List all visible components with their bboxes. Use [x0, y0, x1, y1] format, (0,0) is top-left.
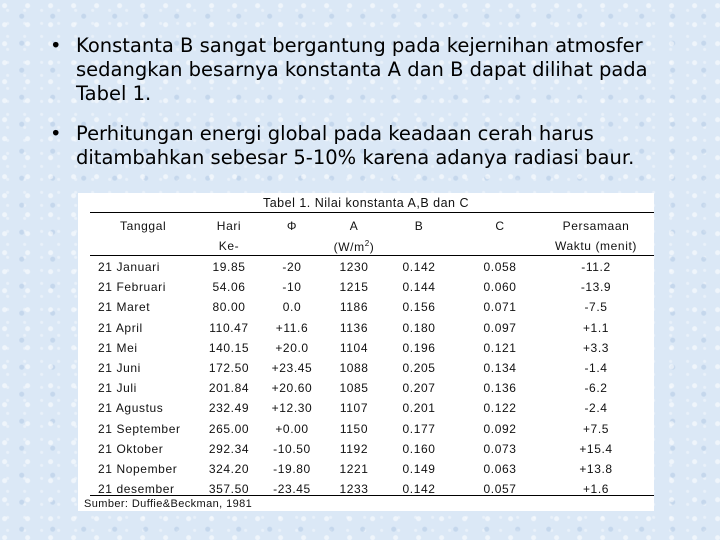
bullet-item — [50, 122, 690, 170]
row-a-cell: 1136 — [339, 320, 369, 335]
table-header-rule — [90, 255, 654, 256]
row-b-cell: 0.207 — [402, 381, 436, 396]
row-day-cell: 357.50 — [208, 482, 250, 497]
row-c-cell: 0.097 — [483, 320, 517, 335]
row-phi-cell: +12.30 — [271, 401, 313, 416]
row-c-cell: 0.057 — [483, 482, 517, 497]
row-day-cell: 172.50 — [208, 361, 250, 375]
row-date-cell: 21 April — [98, 320, 143, 335]
header-tanggal: Tanggal — [120, 219, 167, 233]
row-date-cell: 21 Maret — [98, 300, 151, 315]
row-day-cell: 324.20 — [208, 462, 250, 476]
header-waktu: Waktu (menit) — [554, 239, 638, 253]
header-c: C — [495, 219, 505, 233]
row-c-cell: 0.073 — [483, 441, 517, 456]
row-date-cell: 21 Juni — [98, 361, 141, 375]
row-phi-cell: +20.60 — [271, 381, 313, 396]
row-c-cell: 0.092 — [483, 421, 517, 436]
row-equation-cell: -7.5 — [584, 300, 608, 315]
bullet-item — [50, 34, 690, 106]
header-hari: Hari — [216, 219, 242, 233]
row-phi-cell: +11.6 — [275, 320, 309, 335]
row-date-cell: 21 Nopember — [98, 462, 178, 476]
row-day-cell: 232.49 — [208, 401, 250, 416]
row-c-cell: 0.063 — [483, 462, 517, 476]
table-bottom-rule — [90, 495, 654, 496]
row-day-cell: 140.15 — [208, 340, 250, 355]
row-equation-cell: +13.8 — [579, 462, 613, 476]
row-phi-cell: +0.00 — [275, 421, 309, 436]
row-c-cell: 0.071 — [483, 300, 517, 315]
header-hari-ke: Ke- — [218, 239, 240, 253]
row-b-cell: 0.142 — [402, 260, 436, 274]
row-c-cell: 0.134 — [483, 361, 517, 375]
row-b-cell: 0.142 — [402, 482, 436, 497]
row-a-cell: 1150 — [339, 421, 369, 436]
row-phi-cell: +20.0 — [275, 340, 309, 355]
row-b-cell: 0.160 — [402, 441, 436, 456]
row-c-cell: 0.121 — [483, 340, 517, 355]
row-b-cell: 0.156 — [402, 300, 436, 315]
row-equation-cell: +3.3 — [582, 340, 610, 355]
constants-table — [78, 193, 654, 511]
table-title: Tabel 1. Nilai konstanta A,B dan C — [262, 196, 469, 210]
row-a-cell: 1230 — [339, 260, 369, 274]
row-b-cell: 0.149 — [402, 462, 436, 476]
row-equation-cell: -6.2 — [584, 381, 608, 396]
row-b-cell: 0.180 — [402, 320, 436, 335]
row-equation-cell: -11.2 — [581, 260, 611, 274]
row-equation-cell: +7.5 — [582, 421, 610, 436]
row-day-cell: 19.85 — [212, 260, 246, 274]
row-phi-cell: 0.0 — [282, 300, 302, 315]
row-a-cell: 1104 — [339, 340, 369, 355]
row-a-cell: 1107 — [339, 401, 369, 416]
header-b: B — [414, 219, 424, 233]
row-b-cell: 0.201 — [402, 401, 436, 416]
row-phi-cell: -10 — [282, 280, 302, 295]
row-day-cell: 292.34 — [208, 441, 250, 456]
bullet-text: Konstanta B sangat bergantung pada kejernihan atmosfer sedangkan besarnya konstanta A dan B dapat dilihat pada Tabel 1. — [76, 34, 648, 105]
header-a-unit: $(W/m^2)$ — [333, 239, 375, 254]
header-persamaan: Persamaan — [562, 219, 630, 233]
row-date-cell: 21 Februari — [98, 280, 166, 295]
row-equation-cell: +1.1 — [582, 320, 610, 335]
row-c-cell: 0.060 — [483, 280, 517, 295]
row-b-cell: 0.177 — [402, 421, 436, 436]
bullet-text: Perhitungan energi global pada keadaan cerah harus ditambahkan sebesar 5-10% karena adanya radiasi baur. — [76, 122, 635, 169]
row-a-cell: 1215 — [339, 280, 369, 295]
row-equation-cell: +1.6 — [582, 482, 610, 497]
row-phi-cell: -19.80 — [273, 462, 311, 476]
row-date-cell: 21 Oktober — [98, 441, 164, 456]
table-source: Sumber: Duffie&Beckman, 1981 — [84, 498, 253, 510]
row-equation-cell: -1.4 — [584, 361, 608, 375]
row-date-cell: 21 Juli — [98, 381, 137, 396]
row-day-cell: 54.06 — [212, 280, 246, 295]
row-c-cell: 0.122 — [483, 401, 517, 416]
table-top-rule — [90, 212, 654, 213]
row-b-cell: 0.205 — [402, 361, 436, 375]
row-b-cell: 0.144 — [402, 280, 436, 295]
row-phi-cell: -10.50 — [273, 441, 311, 456]
row-date-cell: 21 September — [98, 421, 181, 436]
row-c-cell: 0.058 — [483, 260, 517, 274]
row-day-cell: 110.47 — [209, 320, 249, 335]
row-day-cell: 265.00 — [208, 421, 250, 436]
row-phi-cell: -23.45 — [273, 482, 311, 497]
row-equation-cell: -2.4 — [584, 401, 608, 416]
row-equation-cell: +15.4 — [579, 441, 613, 456]
row-a-cell: 1088 — [339, 361, 369, 375]
row-a-cell: 1192 — [339, 441, 369, 456]
bullet-marker: • — [50, 34, 62, 57]
header-phi: Φ — [286, 219, 298, 233]
row-date-cell: 21 Januari — [98, 260, 161, 274]
row-b-cell: 0.196 — [402, 340, 436, 355]
row-phi-cell: -20 — [282, 260, 302, 274]
row-a-cell: 1221 — [339, 462, 369, 476]
row-c-cell: 0.136 — [483, 381, 517, 396]
bullet-marker: • — [50, 122, 62, 145]
bullet-list — [50, 34, 690, 186]
row-equation-cell: -13.9 — [580, 280, 612, 295]
row-phi-cell: +23.45 — [271, 361, 313, 375]
row-day-cell: 80.00 — [212, 300, 246, 315]
row-date-cell: 21 Mei — [98, 340, 138, 355]
row-a-cell: 1233 — [339, 482, 369, 497]
row-date-cell: 21 desember — [98, 482, 175, 497]
row-date-cell: 21 Agustus — [98, 401, 164, 416]
row-day-cell: 201.84 — [208, 381, 250, 396]
header-a: A — [349, 219, 359, 233]
row-a-cell: 1085 — [339, 381, 369, 396]
row-a-cell: 1186 — [339, 300, 369, 315]
